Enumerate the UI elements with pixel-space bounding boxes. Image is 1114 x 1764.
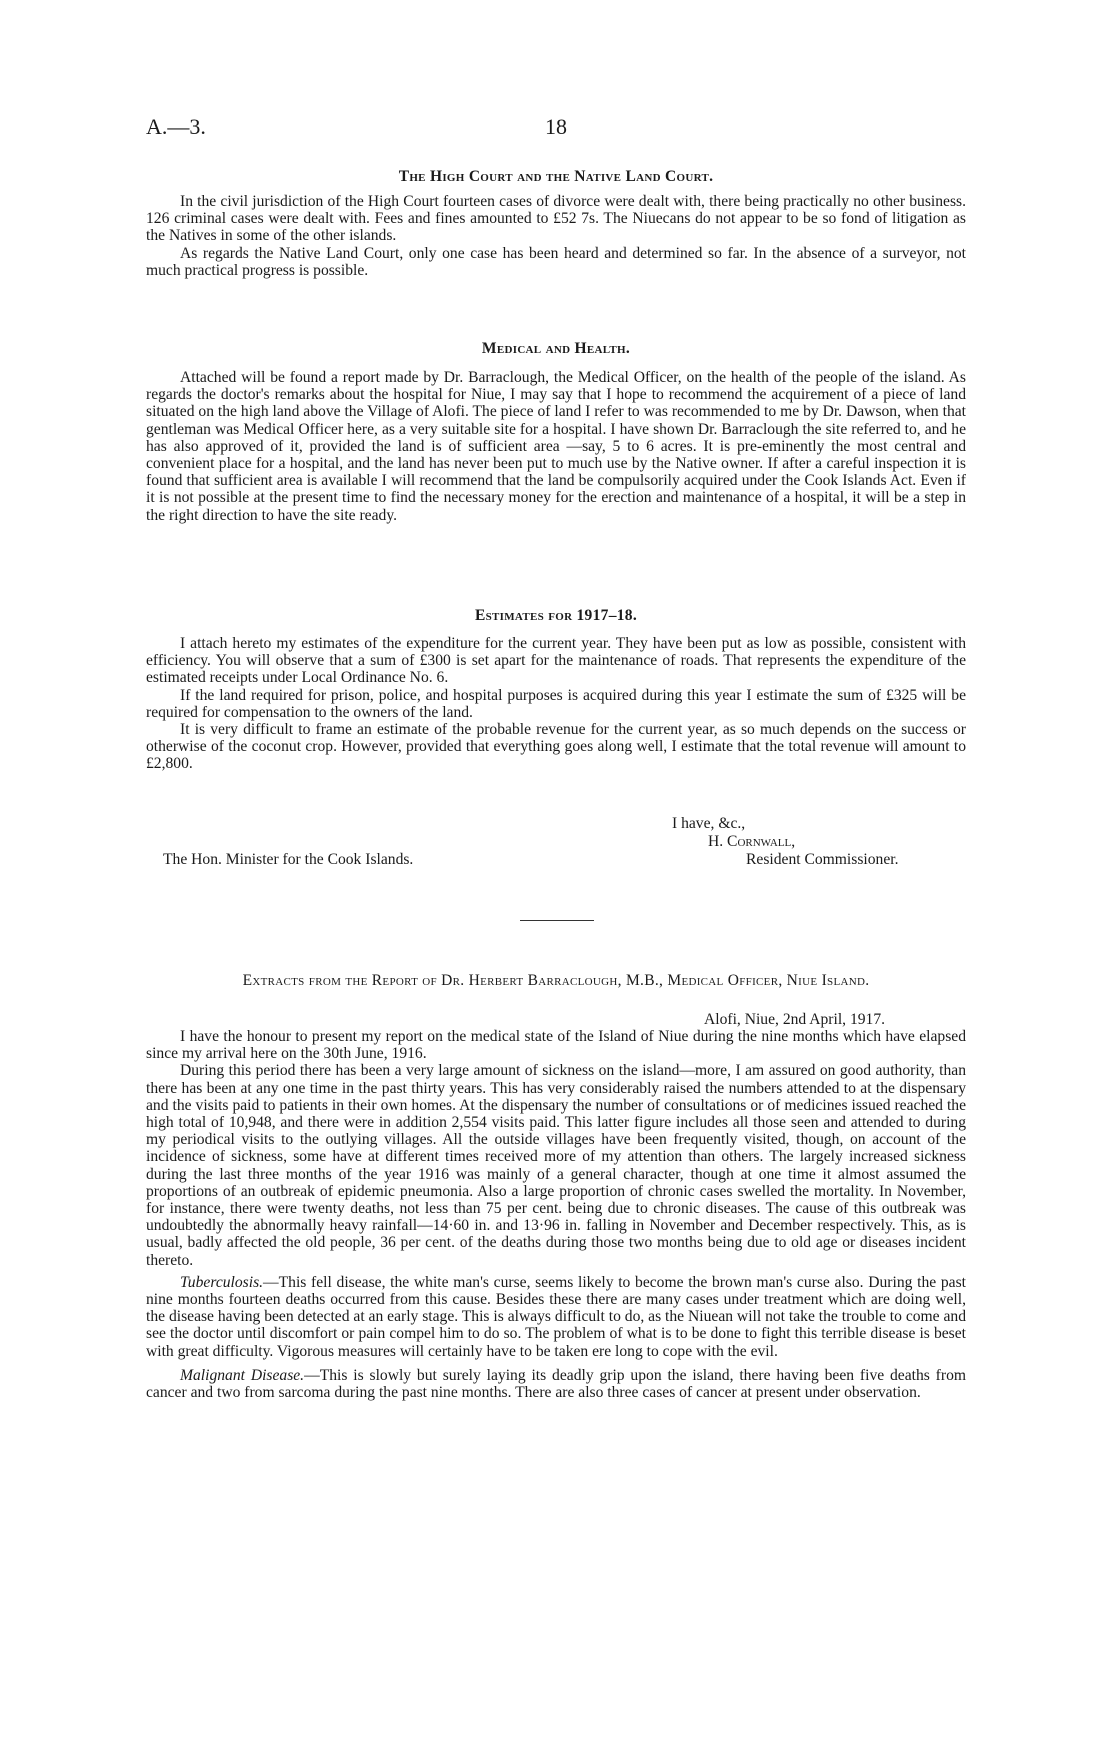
section-heading-high-court: The High Court and the Native Land Court. (398, 168, 714, 185)
section-medical-health (146, 340, 966, 524)
paragraph: I have the honour to present my report on the medical state of the Island of Niue during the nine months which have elapsed since my arrival here on the 30th June, 1916. (146, 1028, 966, 1063)
paragraph-malignant (146, 1367, 966, 1401)
malignant-label: Malignant Disease. (180, 1366, 305, 1384)
page-number: 18 (545, 114, 567, 139)
dateline: Alofi, Niue, 2nd April, 1917. (704, 1011, 886, 1028)
section-high-court (146, 168, 966, 279)
tuberculosis-text: —This fell disease, the white man's curse, seems likely to become the brown man's curse also. During the past nine months fourteen deaths occurred from this cause. Besides these there are many cases under treatment which are doing well, the disease having been detected at an early stage. This is always difficult to do, as the Niuean will not take the trouble to come and see the doctor until discomfort or pain compel him to do so. The problem of what is to be done to fight this terrible disease is beset with great difficulty. Vigorous measures will certainly have to be taken ere long to cope with the evil. (146, 1273, 967, 1360)
extract-body (146, 1028, 966, 1401)
paragraph: Attached will be found a report made by Dr. Barraclough, the Medical Officer, on the health of the people of the island. As regards the doctor's remarks about the hospital for Niue, I may say that I hope to recommend the acquirement of a piece of land situated on the high land above the Village of Alofi. The piece of land I refer to was recommended to me by Dr. Dawson, when that gentleman was Medical Officer here, as a very suitable site for a hospital. I have shown Dr. Barraclough the site referred to, and he has also approved of it, provided the land is of sufficient area —say, 5 to 6 acres. It is pre-eminently the most central and convenient place for a hospital, and the land has never been put to much use by the Native owner. If after a careful inspection it is found that sufficient area is available I will recommend that the land be compulsorily acquired under the Cook Islands Act. Even if it is not possible at the present time to find the necessary money for the erection and maintenance of a hospital, it will be a step in the right direction to have the site ready. (146, 369, 966, 524)
paragraph: As regards the Native Land Court, only one case has been heard and determined so far. In the absence of a surveyor, not much practical progress is possible. (146, 244, 966, 279)
signature-title: Resident Commissioner. (746, 851, 899, 868)
tuberculosis-label: Tuberculosis. (180, 1273, 264, 1291)
paragraph: It is very difficult to frame an estimate of the probable revenue for the current year, as so much depends on the success or otherwise of the coconut crop. However, provided that everything goes along well, I estimate that the total revenue will amount to £2,800. (146, 721, 966, 773)
signature-name: H. Cornwall, (708, 833, 796, 850)
addressee: The Hon. Minister for the Cook Islands. (163, 851, 414, 868)
section-divider (520, 920, 594, 921)
signature-closing: I have, &c., (672, 815, 746, 832)
section-estimates (146, 607, 966, 773)
extract-title: Extracts from the Report of Dr. Herbert Barraclough, M.B., Medical Officer, Niue Island. (242, 972, 870, 989)
section-heading-medical: Medical and Health. (481, 340, 631, 357)
paragraph: If the land required for prison, police, and hospital purposes is acquired during this year I estimate the sum of £325 will be required for compensation to the owners of the land. (146, 686, 966, 721)
paragraph: I attach hereto my estimates of the expenditure for the current year. They have been put as low as possible, consistent with efficiency. You will observe that a sum of £300 is set apart for the maintenance of roads. That represents the expenditure of the estimated receipts under Local Ordinance No. 6. (146, 635, 966, 687)
malignant-text: —This is slowly but surely laying its deadly grip upon the island, there having been five deaths from cancer and two from sarcoma during the past nine months. There are also three cases of cancer at present under observation. (146, 1366, 966, 1402)
paragraph-tuberculosis (146, 1274, 966, 1360)
document-reference: A.—3. (146, 114, 206, 139)
section-heading-estimates: Estimates for 1917–18. (474, 607, 638, 624)
paragraph: In the civil jurisdiction of the High Court fourteen cases of divorce were dealt with, there being practically no other business. 126 criminal cases were dealt with. Fees and fines amounted to £52 7s. The Niuecans do not appear to be so fond of litigation as the Natives in some of the other islands. (146, 193, 966, 245)
paragraph: During this period there has been a very large amount of sickness on the island—more, I am assured on good authority, than there has been at any one time in the past thirty years. This has very considerably raised the numbers attended to at the dispensary and the visits paid to patients in their own homes. At the dispensary the number of consultations or of medicines issued reached the high total of 10,948, and there were in addition 2,554 visits paid. This latter figure includes all those seen and attended to during my periodical visits to the outlying villages. All the outside villages have been frequently visited, though, on account of the incidence of sickness, some have at different times received more of my attention than others. The largely increased sickness during the last three months of the year 1916 was mainly of a general character, though at one time it almost assumed the proportions of an outbreak of epidemic pneumonia. Also a large proportion of chronic cases swelled the mortality. In November, for instance, there were twenty deaths, not less than 75 per cent. being due to chronic diseases. The cause of this outbreak was undoubtedly the abnormally heavy rainfall—14·60 in. and 13·96 in. falling in November and December respectively. This, as is usual, badly affected the old people, 36 per cent. of the deaths during those two months being due to old age or diseases incident thereto. (146, 1062, 966, 1269)
